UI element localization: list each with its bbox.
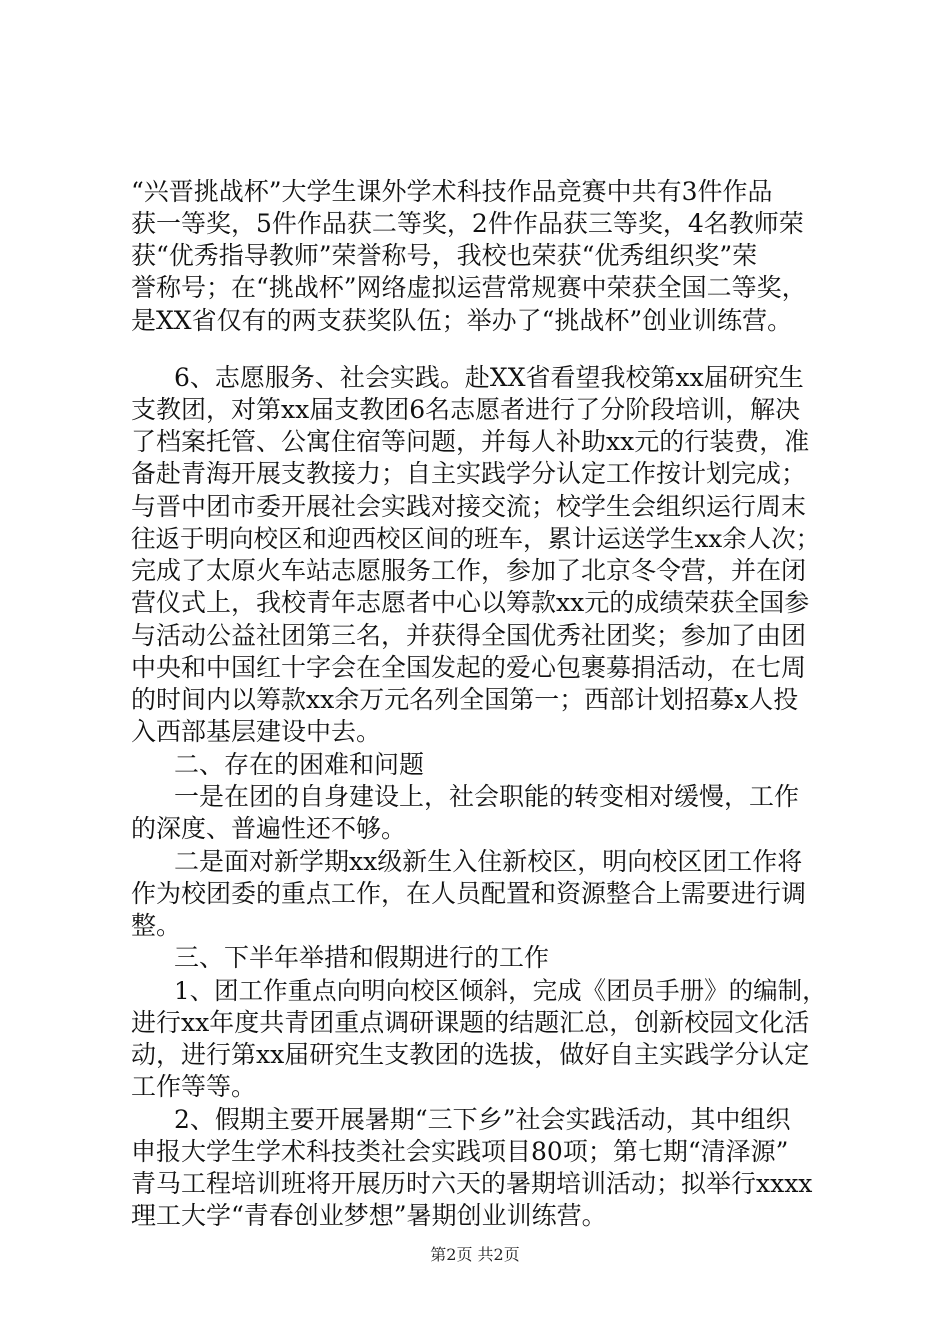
page-number-footer: 第2页 共2页 (430, 1245, 520, 1264)
paragraph-line: 青马工程培训班将开展历时六天的暑期培训活动；拟举行xxxx (131, 1169, 813, 1198)
paragraph-line: 备赴青海开展支教接力；自主实践学分认定工作按计划完成； (131, 459, 807, 488)
paragraph-line: 获“优秀指导教师”荣誉称号，我校也荣获“优秀组织奖”荣 (131, 241, 758, 270)
paragraph-line: 申报大学生学术科技类社会实践项目80项；第七期“清泽源” (131, 1137, 789, 1166)
paragraph-line: 理工大学“青春创业梦想”暑期创业训练营。 (131, 1201, 607, 1230)
paragraph-line: 与晋中团市委开展社会实践对接交流；校学生会组织运行周末 (131, 492, 807, 521)
paragraph-line: 的深度、普遍性还不够。 (131, 814, 407, 843)
paragraph-line: 整。 (131, 911, 182, 940)
section-heading: 二、存在的困难和问题 (174, 750, 425, 779)
paragraph-line: 1、团工作重点向明向校区倾斜，完成《团员手册》的编制， (174, 976, 827, 1005)
paragraph-line: 进行xx年度共青团重点调研课题的结题汇总，创新校园文化活 (131, 1008, 810, 1037)
paragraph-line: 一是在团的自身建设上，社会职能的转变相对缓慢，工作 (174, 782, 800, 811)
paragraph-line: 是XX省仅有的两支获奖队伍；举办了“挑战杯”创业训练营。 (131, 306, 793, 335)
paragraph-line: 誉称号；在“挑战杯”网络虚拟运营常规赛中荣获全国二等奖， (131, 273, 807, 302)
paragraph-line: 中央和中国红十字会在全国发起的爱心包裹募捐活动，在七周 (131, 653, 807, 682)
paragraph-line: 了档案托管、公寓住宿等问题，并每人补助xx元的行装费，准 (131, 427, 810, 456)
paragraph-line: 支教团，对第xx届支教团6名志愿者进行了分阶段培训，解决 (131, 395, 801, 424)
paragraph-line: 获一等奖，5件作品获二等奖，2件作品获三等奖，4名教师荣 (131, 209, 804, 238)
paragraph-line: “兴晋挑战杯”大学生课外学术科技作品竞赛中共有3件作品 (131, 177, 773, 206)
paragraph-line: 营仪式上，我校青年志愿者中心以筹款xx元的成绩荣获全国参 (131, 588, 810, 617)
paragraph-line: 二是面对新学期xx级新生入住新校区，明向校区团工作将 (174, 847, 803, 876)
paragraph-line: 2、假期主要开展暑期“三下乡”社会实践活动，其中组织 (174, 1105, 791, 1134)
paragraph-line: 与活动公益社团第三名，并获得全国优秀社团奖；参加了由团 (131, 621, 807, 650)
paragraph-line: 6、志愿服务、社会实践。赴XX省看望我校第xx届研究生 (174, 363, 804, 392)
paragraph-line: 作为校团委的重点工作，在人员配置和资源整合上需要进行调 (131, 879, 807, 908)
paragraph-line: 的时间内以筹款xx余万元名列全国第一；西部计划招募x人投 (131, 685, 799, 714)
paragraph-line: 工作等等。 (131, 1072, 257, 1101)
paragraph-line: 动，进行第xx届研究生支教团的选拔，做好自主实践学分认定 (131, 1040, 810, 1069)
paragraph-line: 完成了太原火车站志愿服务工作，参加了北京冬令营，并在闭 (131, 556, 807, 585)
paragraph-line: 入西部基层建设中去。 (131, 717, 382, 746)
section-heading: 三、下半年举措和假期进行的工作 (174, 943, 550, 972)
paragraph-line: 往返于明向校区和迎西校区间的班车，累计运送学生xx余人次； (131, 524, 821, 553)
